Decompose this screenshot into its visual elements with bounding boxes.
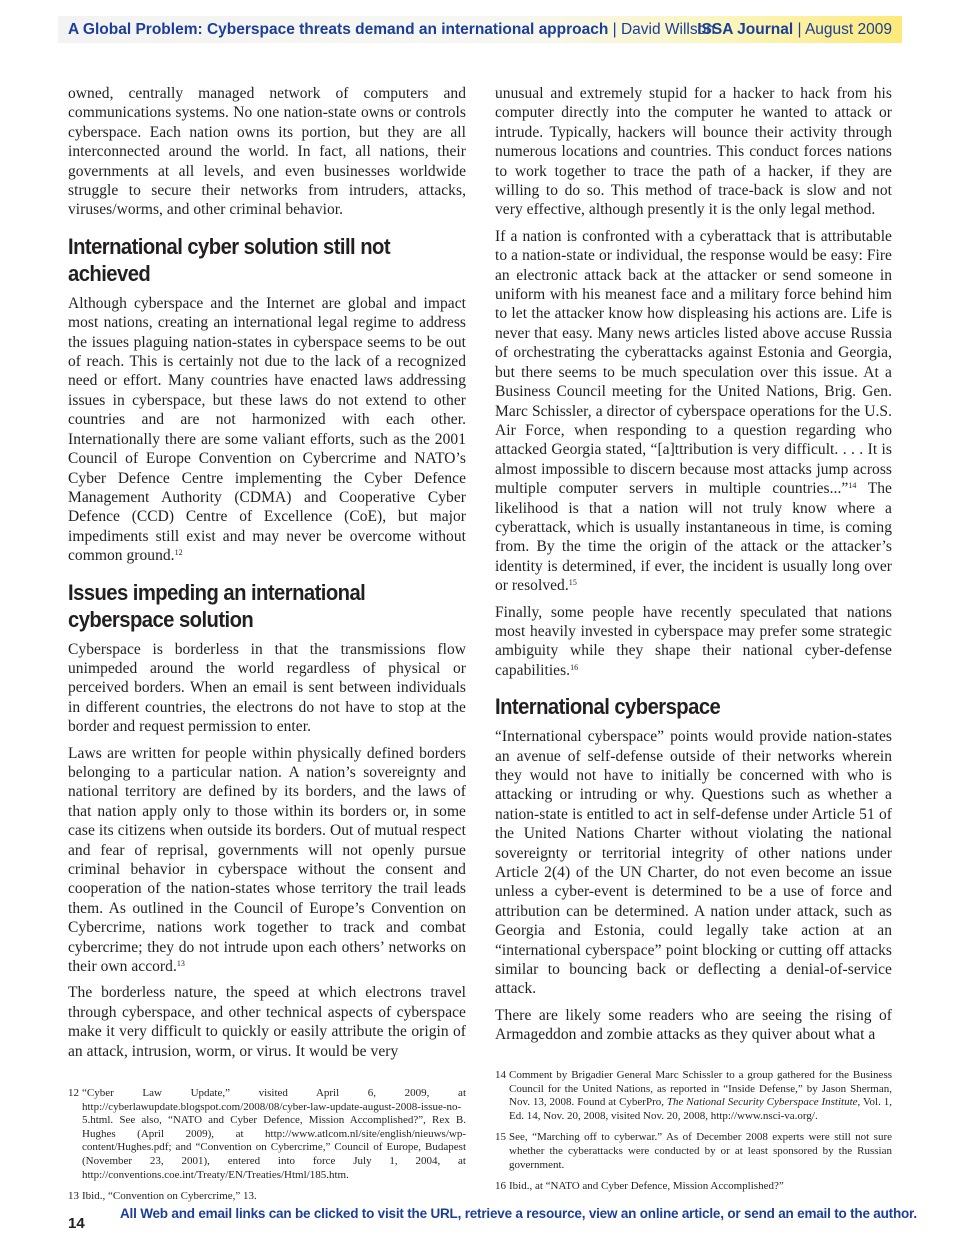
paragraph-solution: Although cyberspace and the Internet are global and impact most nations, creating an international legal regime to address the issues plaguing nation-states in cyberspace seems to be out of reach. This is certainly not due to the lack of a recognized need or effort. Many countries have enacted laws addressing issues in cyberspace, but these laws do not extend to other countries and are not harmonized with each other. Internationally there are some valiant efforts, such as the 2001 Council of Europe Convention on Cybercrime and NATO’s Cyber Defence Centre implementing the Cyber Defence Management Authority (CDMA) and Cooperative Cyber Defence (CCD) Centre of Excellence (CoE), but major impediments still exist and may never be overcome without common ground.$^{12}$ [68,294,466,565]
footnote-ref-12[interactable]: 12 [174,548,183,558]
paragraph-continued: unusual and extremely stupid for a hacker to hack from his computer directly into the computer he wanted to attack or intrude. Typically, hackers will bounce their activity through numerous locations and countries. This conduct forces nations to work together to trace the path of a hacker, if they are willing to do so. This method of trace-back is slow and not very effective, although presently it is the only legal method. [495,85,892,219]
heading-issues: Issues impeding an international cyberspace solution [68,579,366,632]
footnote-text: Ibid., “Convention on Cybercrime,” 13. [82,1190,257,1203]
footnotes-right [495,1069,892,1202]
journal-info [697,16,892,43]
paragraph-finally: Finally, some people have recently speculated that nations most heavily invested in cyberspace may prefer some strategic ambiguity while they shape their national cyber-defense capabilities.$^{16}$ [495,603,892,679]
footnotes-left [68,1087,466,1212]
paragraph-issues-1: Cyberspace is borderless in that the transmissions flow unimpeded around the world regardless of physical or perceived borders. When an email is sent between individuals in different countries, the electrons do not have to stop at the border and request permission to enter. [68,640,466,736]
page-number: 14 [68,1215,85,1232]
paragraph-issues-2: Laws are written for people within physically defined borders belonging to a particular nation. A nation’s sovereignty and national territory are defined by its borders, and the laws of that nation apply only to those within its borders or, in some case its citizens when outside its borders. Out of mutual respect and fear of reprisal, governments will not openly pursue criminal behavior in cyberspace without the consent and cooperation of the nation-states whose territory the trail leads them. As outlined in the Council of Europe’s Convention on Cybercrime, nations work together to track and combat cybercrime; they do not intrude upon each others’ networks on their own accord.$^{13}$ [68,744,466,976]
journal-name: ISSA Journal [697,21,794,38]
footnote-16 [495,1180,892,1194]
paragraph-readers: There are likely some readers who are seeing the rising of Armageddon and zombie attacks as they quiver about what a [495,1006,892,1044]
footnote-15 [495,1131,892,1172]
footnote-text[interactable]: Comment by Brigadier General Marc Schissler to a group gathered for the Business Council for the United Nations, as reported in “Inside Defense,” by Jason Sherman, Nov. 13, 2008. Found at CyberPro, The National Security Cyberspace Institute, Vol. 1, Ed. 14, Nov. 20, 2008, visited Nov. 20, 2008, http://www.nsci-va.org/. [509,1069,892,1122]
header-separator: | [612,21,617,38]
paragraph-intro: owned, centrally managed network of computers and communications systems. No one nation-state owns or controls cyberspace. Each nation owns its portion, but they are all interconnected around the world. In fact, all nations, their governments at all levels, and even businesses worldwide struggle to secure their networks from intruders, attacks, viruses/worms, and other criminal behavior. [68,85,466,219]
paragraph-issues-3: The borderless nature, the speed at which electrons travel through cyberspace, and other technical aspects of cyberspace make it very difficult to quickly or easily attribute the origin of an attack, intrusion, worm, or virus. It would be very [68,984,466,1060]
article-title: A Global Problem: Cyberspace threats demand an international approach [68,21,609,38]
footnote-ref-15[interactable]: 15 [568,578,577,588]
footnote-ref-16[interactable]: 16 [570,662,579,672]
footnote-12 [68,1087,466,1182]
paragraph-confronted: If a nation is confronted with a cyberattack that is attributable to a nation-state or individual, the response would be easy: Fire an electronic attack back at the attacker or send someone in uniform with his meanest face and a military force behind him to let the attacker know how displeasing his actions are. Life is never that easy. Many news articles listed above accuse Russia of orchestrating the cyberattacks against Estonia and Georgia, but there seems to be much speculation over this issue. At a Business Council meeting for the United Nations, Brig. Gen. Marc Schissler, a director of cyberspace operations for the U.S. Air Force, when responding to a question regarding who attacked Georgia stated, “[a]ttribution is very difficult. . . . It is almost impossible to discern because most attacks jump across multiple computer servers in multiple countries...”$^{14}$ The likelihood is that a nation will not truly know where a cyberattack, which is usually instantaneous in time, is coming from. By the time the origin of the attack or the attacker’s identity is determined, if ever, the incident is usually long over or resolved.$^{15}$ [495,227,892,595]
footnote-number: 14 [495,1069,506,1081]
footnote-13 [68,1190,466,1204]
footnote-14 [495,1069,892,1123]
issue-date: August 2009 [804,21,892,38]
footnote-number: 16 [495,1180,506,1193]
footnote-ref-13[interactable]: 13 [176,959,185,969]
right-column [495,84,892,1052]
footnote-text: See, “Marching off to cyberwar.” As of December 2008 experts were still not sure whether the cyberattacks were conducted by or at least sponsored by the Russian government. [509,1131,892,1171]
left-column [68,84,466,1068]
footnote-text[interactable]: “Cyber Law Update,” visited April 6, 2009, at http://cyberlawupdate.blogspot.com/2008/08/cyber-law-update-august-2008-issue-no-5.html. See also, “NATO and Cyber Defence, Mission Accomplished?”, Rex B. Hughes (April 2009), at http://www.atlcom.nl/site/english/nieuws/wp-content/Hughes.pdf; and “Convention on Cybercrime,” Council of Europe, Budapest (November 23, 2001), entered into force July 1, 2004, at http://conventions.coe.int/Treaty/EN/Treaties/Html/185.htm. [82,1087,466,1181]
footnote-ref-14[interactable]: 14 [848,481,857,491]
footnote-number: 12 [68,1087,79,1099]
links-note: All Web and email links can be clicked to visit the URL, retrieve a resource, view an online article, or send an email to the author. [120,1206,917,1221]
paragraph-intl: “International cyberspace” points would provide nation-states an avenue of self-defense outside of their networks wherein they would not have to initially be concerned with who is attacking or intruding or why. Questions such as whether a nation-state is entitled to act in self-defense under Article 51 of the United Nations Charter without violating the national sovereignty or territorial integrity of other nations under Article 2(4) of the UN Charter, do not even become an issue unless a cyber-event is determined to be a use of force and attribution can be determined. A nation under attack, such as Georgia and Estonia, could legally take action at an “international cyberspace” point blocking or cutting off attacks similar to bouncing back or deflecting a denial-of-service attack. [495,728,892,998]
author-name: David Willson [620,21,715,38]
running-header [58,16,902,43]
header-separator-2: | [797,21,802,38]
footnote-number: 13 [68,1190,79,1203]
heading-solution: International cyber solution still not achieved [68,233,391,286]
heading-intl-cyberspace: International cyberspace [495,694,721,720]
footnote-text: Ibid., at “NATO and Cyber Defence, Mission Accomplished?” [509,1180,784,1193]
footnote-number: 15 [495,1131,506,1144]
